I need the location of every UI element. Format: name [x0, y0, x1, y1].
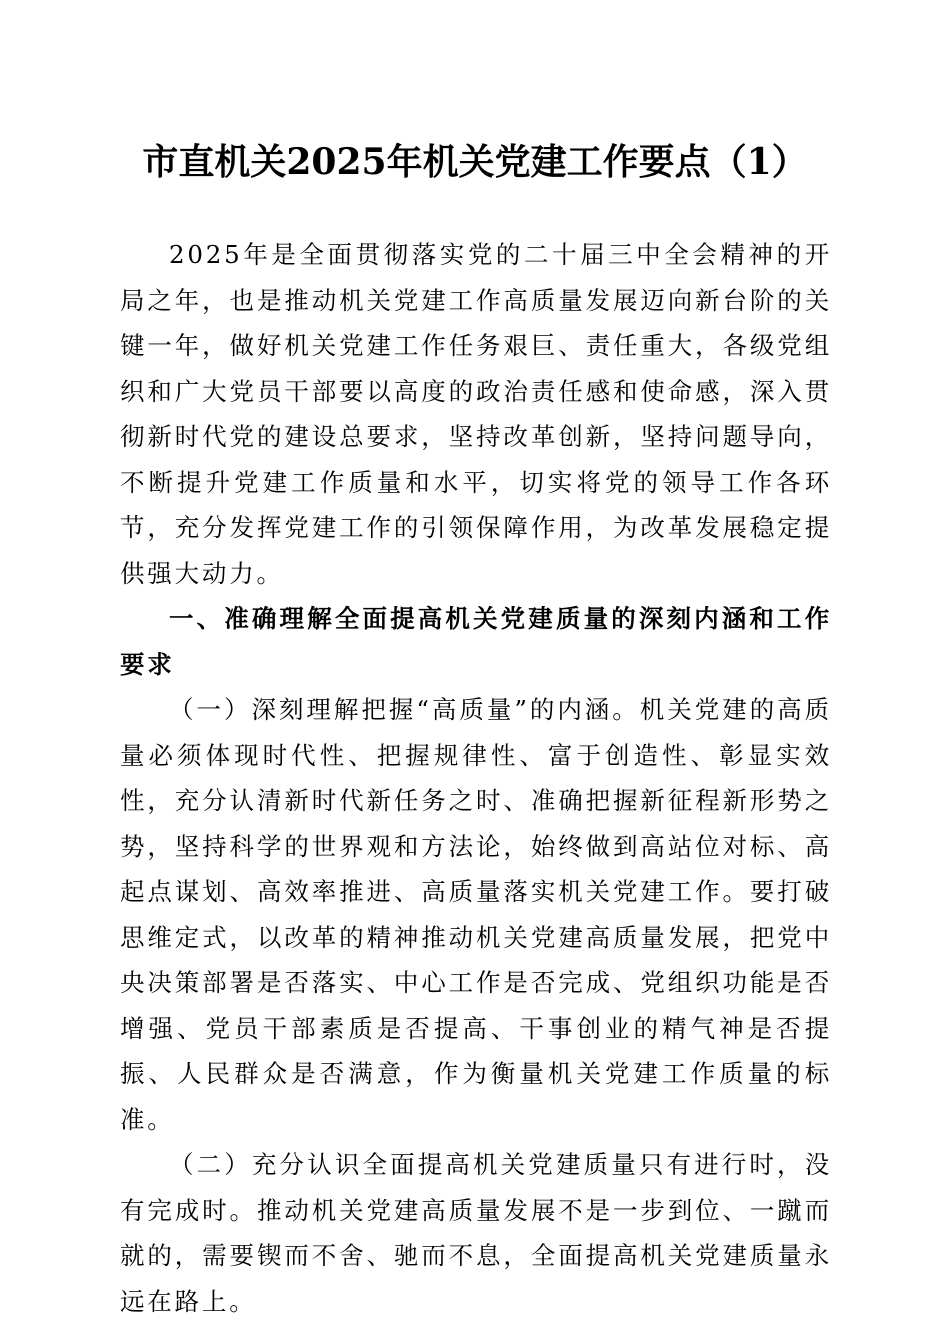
page-title: 市直机关2025年机关党建工作要点（1）	[142, 141, 808, 183]
document-body	[120, 232, 832, 1324]
subsection-paragraph-1: （一）深刻理解把握“高质量”的内涵。机关党建的高质量必须体现时代性、把握规律性、富于创造性、彰显实效性，充分认清新时代新任务之时、准确把握新征程新形势之势，坚持科学的世界观和方法论，始终做到高站位对标、高起点谋划、高效率推进、高质量落实机关党建工作。要打破思维定式，以改革的精神推动机关党建高质量发展，把党中央决策部署是否落实、中心工作是否完成、党组织功能是否增强、党员干部素质是否提高、干事创业的精气神是否提振、人民群众是否满意，作为衡量机关党建工作质量的标准。	[120, 695, 832, 1134]
intro-paragraph: 2025年是全面贯彻落实党的二十届三中全会精神的开局之年，也是推动机关党建工作高质量发展迈向新台阶的关键一年，做好机关党建工作任务艰巨、责任重大，各级党组织和广大党员干部要以高度的政治责任感和使命感，深入贯彻新时代党的建设总要求，坚持改革创新，坚持问题导向，不断提升党建工作质量和水平，切实将党的领导工作各环节，充分发挥党建工作的引领保障作用，为改革发展稳定提供强大动力。	[120, 240, 832, 588]
subsection-paragraph-2: （二）充分认识全面提高机关党建质量只有进行时，没有完成时。推动机关党建高质量发展不是一步到位、一蹴而就的，需要锲而不舍、驰而不息，全面提高机关党建质量永远在路上。	[120, 1150, 832, 1316]
section-heading: 一、准确理解全面提高机关党建质量的深刻内涵和工作要求	[120, 604, 832, 679]
